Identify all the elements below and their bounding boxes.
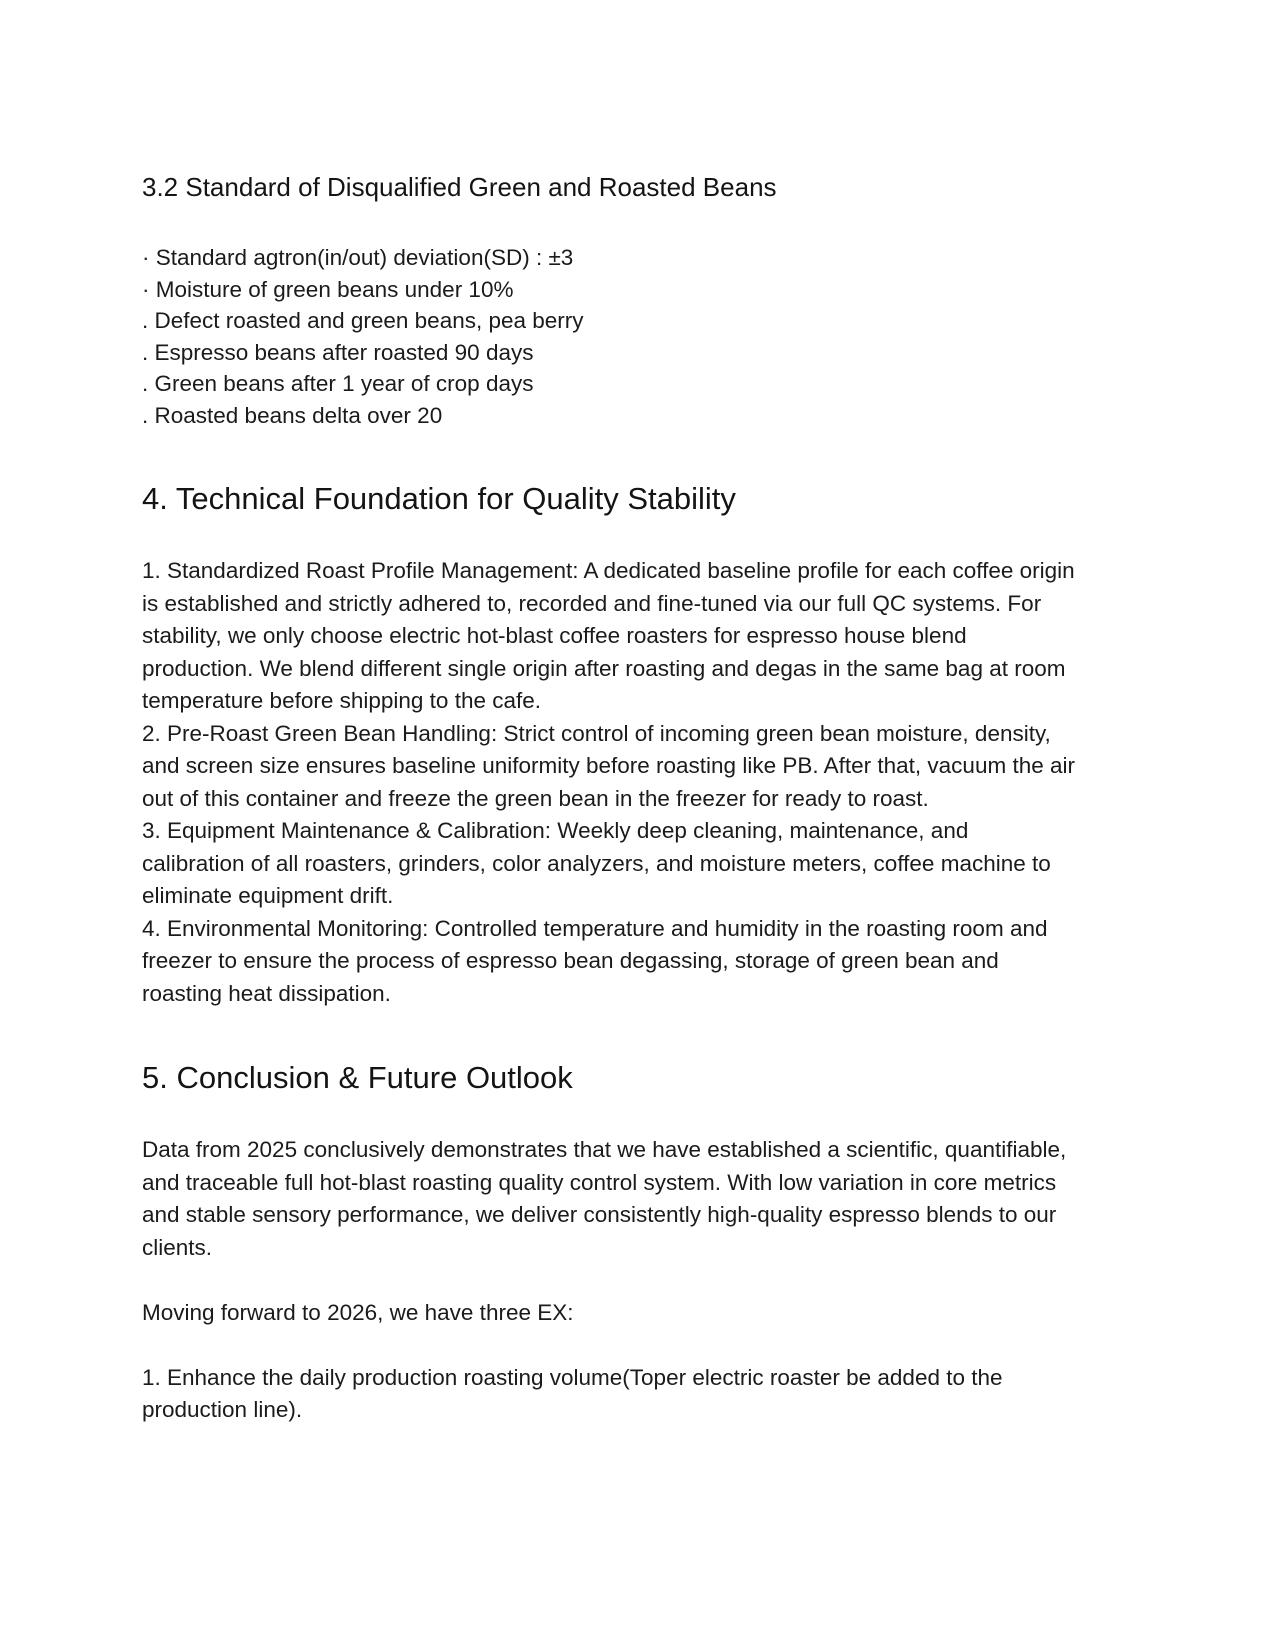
section-5-heading: 5. Conclusion & Future Outlook	[142, 1060, 573, 1095]
future-point-1: 1. Enhance the daily production roasting volume(Toper electric roaster be added to the production line).	[142, 1364, 1003, 1422]
conclusion-paragraph: Data from 2025 conclusively demonstrates that we have established a scientific, quantifiable, and traceable full hot-blast roasting quality control system. With low variation in core metrics and stable sensory performance, we deliver consistently high-quality espresso blends to our clients.	[142, 1137, 1067, 1260]
technical-point-1: 1. Standardized Roast Profile Management: A dedicated baseline profile for each coffee origin is established and strictly adhered to, recorded and fine-tuned via our full QC systems. For stability, we only choose electric hot-blast coffee roasters for espresso house blend production. We blend different single origin after roasting and degas in the same bag at room temperature before shipping to the cafe.	[142, 558, 1075, 713]
disqualified-standards-list	[142, 242, 1076, 431]
forward-statement: Moving forward to 2026, we have three EX:	[142, 1299, 574, 1325]
section-3-2-heading: 3.2 Standard of Disqualified Green and Roasted Beans	[142, 172, 777, 202]
list-item: . Roasted beans delta over 20	[142, 402, 443, 428]
technical-point-3: 3. Equipment Maintenance & Calibration: Weekly deep cleaning, maintenance, and calibration of all roasters, grinders, color analyzers, and moisture meters, coffee machine to eliminate equipment drift.	[142, 818, 1051, 908]
list-item: . Defect roasted and green beans, pea berry	[142, 308, 584, 333]
document-content	[142, 170, 1076, 1427]
list-item: . Green beans after 1 year of crop days	[142, 371, 534, 396]
technical-point-2: 2. Pre-Roast Green Bean Handling: Strict control of incoming green bean moisture, density, and screen size ensures baseline uniformity before roasting like PB. After that, vacuum the air out of this container and freeze the green bean in the freezer for ready to roast.	[142, 720, 1075, 811]
list-item: · Moisture of green beans under 10%	[142, 276, 514, 302]
section-4-heading: 4. Technical Foundation for Quality Stability	[142, 481, 736, 516]
list-item: · Standard agtron(in/out) deviation(SD) : ±3	[142, 245, 574, 270]
technical-point-4: 4. Environmental Monitoring: Controlled temperature and humidity in the roasting room and freezer to ensure the process of espresso bean degassing, storage of green bean and roasting heat dissipation.	[142, 915, 1048, 1006]
list-item: . Espresso beans after roasted 90 days	[142, 339, 534, 365]
